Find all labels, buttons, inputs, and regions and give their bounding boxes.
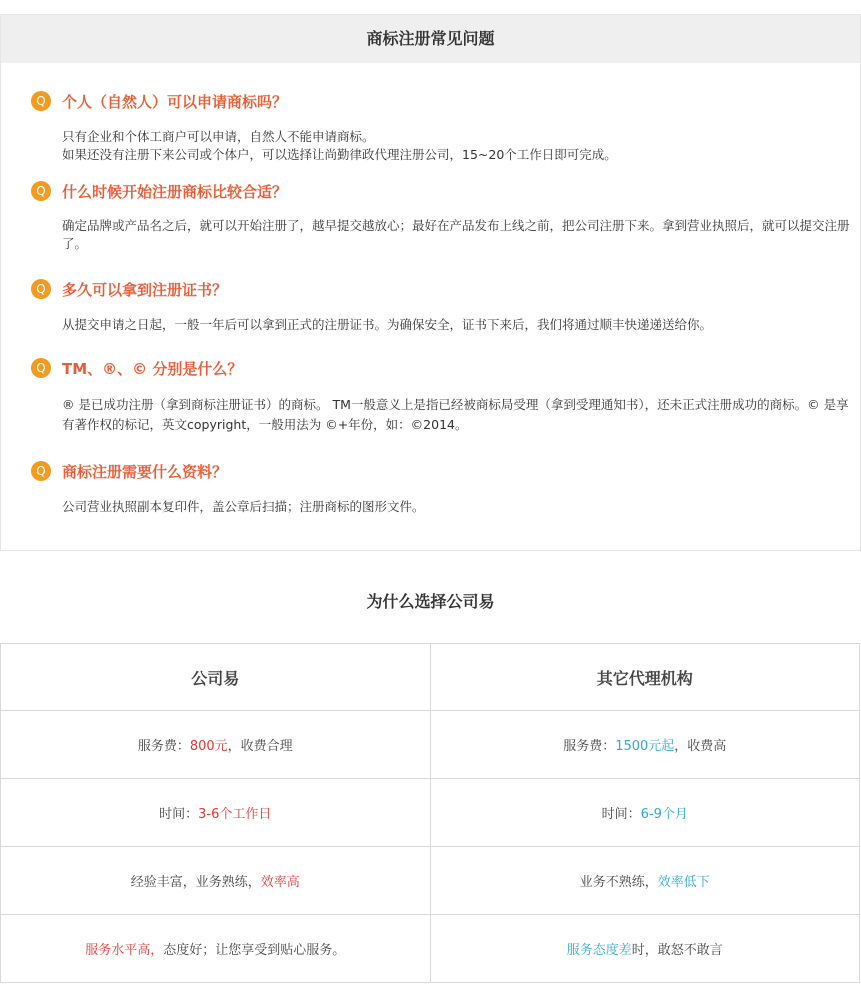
table-row — [1, 915, 860, 983]
cell-highlight: 效率高 — [260, 875, 300, 890]
cell-highlight: 1500元起 — [615, 739, 675, 754]
question-icon: Q — [31, 279, 51, 299]
cell-prefix: 经验丰富，业务熟练， — [130, 875, 261, 890]
question-icon: Q — [31, 181, 51, 201]
faq-question: TM、®、© 分别是什么？ — [62, 360, 243, 378]
faq-item — [31, 91, 851, 164]
cell-highlight: 服务态度差 — [566, 943, 632, 958]
cell-prefix: 服务费： — [137, 739, 190, 754]
cell-highlight: 效率低下 — [657, 875, 710, 890]
cell-highlight: 3-6个工作日 — [198, 807, 272, 822]
faq-answer — [62, 217, 851, 253]
why-choose-title: 为什么选择公司易 — [366, 592, 495, 611]
faq-answer-line: 只有企业和个体工商户可以申请，自然人不能申请商标。 — [62, 129, 375, 144]
faq-section — [0, 14, 861, 551]
faq-answer — [62, 316, 851, 334]
faq-question: 商标注册需要什么资料？ — [62, 463, 228, 481]
faq-answer-line: 如果还没有注册下来公司或个体户，可以选择让尚勤律政代理注册公司，15~20个工作日即可完成。 — [62, 147, 617, 162]
header-other-agencies: 其它代理机构 — [430, 644, 860, 711]
cell-suffix: ，收费高 — [674, 739, 727, 754]
faq-answer-line: ® 是已成功注册（拿到商标注册证书）的商标。 TM一般意义上是指已经被商标局受理（拿到受理通知书），还未正式注册成功的商标。© 是享有著作权的标记，英文copyright，一般用法为 ©+年份，如：©2014。 — [62, 397, 849, 432]
faq-question: 多久可以拿到注册证书？ — [62, 281, 228, 299]
cell-prefix: 时间： — [601, 807, 641, 822]
header-company-yi: 公司易 — [1, 644, 431, 711]
company-yi-cell — [1, 847, 431, 915]
faq-question: 个人（自然人）可以申请商标吗？ — [62, 93, 288, 111]
question-icon: Q — [31, 358, 51, 378]
other-agency-cell — [430, 915, 860, 983]
faq-item — [31, 461, 851, 516]
other-agency-cell — [430, 711, 860, 779]
faq-answer-line: 公司营业执照副本复印件，盖公章后扫描；注册商标的图形文件。 — [62, 499, 425, 514]
faq-answer-line: 从提交申请之日起，一般一年后可以拿到正式的注册证书。为确保安全，证书下来后，我们将通过顺丰快递递送给你。 — [62, 317, 713, 332]
table-row — [1, 847, 860, 915]
cell-highlight: 800元 — [189, 739, 228, 754]
other-agency-cell — [430, 847, 860, 915]
question-icon: Q — [31, 91, 51, 111]
faq-item — [31, 181, 851, 253]
cell-prefix: 服务费： — [563, 739, 616, 754]
cell-suffix: 态度好；让您享受到贴心服务。 — [163, 943, 346, 958]
table-row — [1, 711, 860, 779]
table-row — [1, 779, 860, 847]
question-icon: Q — [31, 461, 51, 481]
cell-prefix: 时间： — [159, 807, 199, 822]
comparison-table — [0, 643, 860, 983]
faq-answer — [62, 498, 851, 516]
faq-item — [31, 358, 851, 435]
cell-highlight: 6-9个月 — [640, 807, 688, 822]
other-agency-cell — [430, 779, 860, 847]
faq-answer-line: 确定品牌或产品名之后，就可以开始注册了，越早提交越放心；最好在产品发布上线之前，把公司注册下来。拿到营业执照后，就可以提交注册了。 — [62, 218, 850, 251]
company-yi-cell — [1, 915, 431, 983]
cell-suffix: 时，敢怒不敢言 — [631, 943, 723, 958]
company-yi-cell — [1, 711, 431, 779]
faq-question: 什么时候开始注册商标比较合适？ — [62, 183, 288, 201]
cell-prefix: 业务不熟练， — [579, 875, 658, 890]
cell-suffix: ，收费合理 — [227, 739, 293, 754]
cell-highlight: 服务水平高， — [85, 943, 164, 958]
company-yi-cell — [1, 779, 431, 847]
faq-item — [31, 279, 851, 334]
faq-answer — [62, 128, 851, 164]
faq-title: 商标注册常见问题 — [1, 15, 860, 63]
faq-answer — [62, 395, 851, 435]
table-header-row — [1, 644, 860, 711]
